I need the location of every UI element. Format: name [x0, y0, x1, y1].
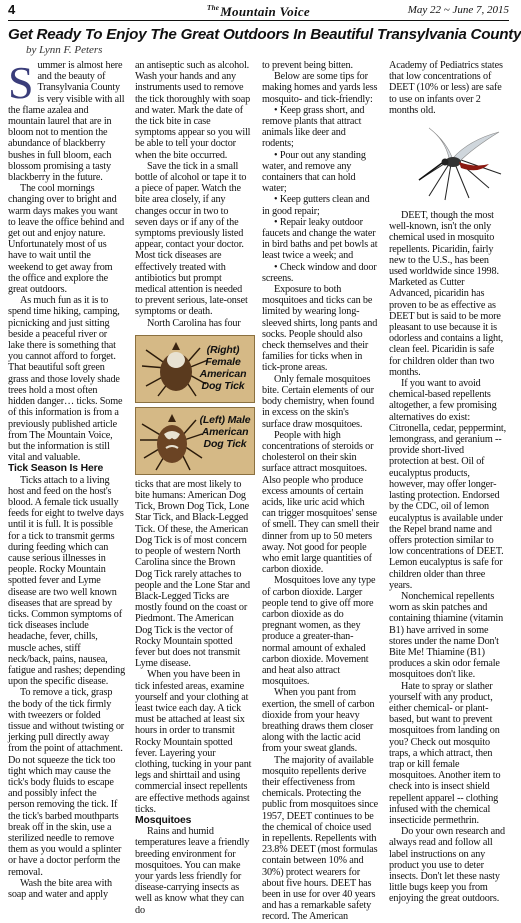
article-column-2	[135, 60, 252, 916]
female-tick-photo	[135, 335, 255, 403]
article-headline: Get Ready To Enjoy The Great Outdoors In Beautiful Transylvania County	[8, 26, 521, 43]
male-tick-photo	[135, 407, 255, 475]
mosquito-illustration	[389, 118, 506, 204]
bullet-item: • Keep grass short, and remove plants that attract animals like deer and rodents;	[262, 104, 365, 150]
drop-cap: S	[8, 57, 34, 108]
paragraph	[8, 57, 125, 184]
paragraph: When you pant from exertion, the smell of carbon dioxide from your heavy breathing draws them closer along with the lactic acid from your sweat glands.	[262, 687, 375, 755]
paragraph: Nonchemical repellents worn as skin patches and containing thiamine (vitamin B1) have arrived in some stores under the name Don't Bite Me! Thiamine (B1) produces a skin odor female mosquitoes don't like.	[389, 590, 504, 681]
paragraph: The majority of available mosquito repellents derive their effectiveness from chemicals. Protecting the public from mosquitoes since 1957, DEET continues to be the chemical of choice used in repellents. Repellents with 23.8% DEET (most formulas contain between 10% and 30%) protect wearers for about five hours. DEET has been in use for over 40 years and has a remarkable safety record. The American	[262, 754, 379, 923]
paragraph: The cool mornings changing over to bright and warm days makes you want to leave the office behind and get out and enjoy nature. Unfortunately most of us have to wait until the weekend to get away from the office and explore the great outdoors.	[8, 183, 125, 296]
article-column-1	[8, 57, 126, 901]
paragraph: When you have been in tick infested areas, examine yourself and your clothing at least twice each day. A tick must be attached at least six hours in order to transmit Rocky Mountain spotted fever. Layering your clothing, tucking in your pant legs and shirttail and using commercial insect repellents are effective methods against ticks.	[135, 669, 252, 815]
masthead-the: The	[207, 4, 220, 12]
paragraph: an antiseptic such as alcohol. Wash your hands and any instruments used to remove the tick thoroughly with soap and water. Mark the date of the tick bite in case symptoms appear so you will be able to tell your doctor when the bite occurred.	[135, 60, 251, 161]
paragraph: As much fun as it is to spend time hiking, camping, picnicking and just sitting beside a peaceful river or lake there is something that you cannot afford to forget. That beautiful soft green grass and those lovely shade trees hold a most often hidden danger… ticks. Some of this information is from a previously published article from The Mountain Voice, but the information is still vital and valuable.	[8, 295, 123, 464]
byline: by Lynn F. Peters	[26, 44, 103, 56]
article-column-3	[262, 60, 379, 923]
paragraph: Wash the bite area with soap and water and apply	[8, 877, 112, 901]
bullet-item: • Keep gutters clean and in good repair;	[262, 194, 370, 217]
subheading-mosquitoes: Mosquitoes	[135, 814, 192, 826]
tick-photo-figure	[135, 335, 253, 475]
paragraph: Only female mosquitoes bite. Certain elements of our body chemistry, when found in excess on the skin's surface draw mosquitoes.	[262, 373, 375, 430]
paragraph: To remove a tick, grasp the body of the tick firmly with tweezers or folded tissue and without twisting or jerking pull directly away from the point of attachment. Do not squeeze the tick too tight which may cause the tick's body fluids to escape and possibly infect the person removing the tick. If the tick's barbed mouthparts break off in the skin, use a sterilized needle to remove them as you would a splinter or have a doctor perform the removal.	[8, 687, 125, 878]
bullet-item: • Repair leaky outdoor faucets and change the water in bird baths and pet bowls at least twice a week; and	[262, 216, 378, 262]
paragraph: Save the tick in a small bottle of alcohol or tape it to a piece of paper. Watch the bite area closely, if any changes occur in two to seven days or if any of the symptoms previously listed appear, contact your doctor. Most tick diseases are effectively treated with antibiotics but prompt medical attention is needed to prevent serious, late-onset symptoms or death.	[135, 160, 248, 318]
header-rule	[8, 20, 509, 21]
paragraph: Exposure to both mosquitoes and ticks can be limited by wearing long-sleeved shirts, long pants and socks. People should also check themselves and their families for ticks when in tick-prone areas.	[262, 284, 378, 374]
paragraph: Do your own research and always read and follow all label instructions on any product you use to deter insects. Don't let these nasty little bugs keep you from enjoying the great outdoors.	[389, 826, 505, 905]
paragraph: DEET, though the most well-known, isn't the only chemical used in mosquito repellents. Picaridin, fairly new to the U.S., has been used worldwide since 1998. Marketed as Cutter Advanced, picaridin has proven to be as effective as DEET but is said to be more pleasant to use because it is odorless and contains a light, clean feel. Picaridin is safe for children older than two months.	[389, 210, 504, 378]
paragraph-text: ummer is almost here and the beauty of Transylvania County is very visible with all the flame azalea and mountain laurel that are in bloom not to mention the abundance of blackberry bushes in full bloom, each blossom promising a tasty blackberry in the future.	[8, 60, 125, 184]
paragraph: Hate to spray or slather yourself with any product, either chemical- or plant-based, but want to prevent mosquitoes from landing on you? Check out mosquito traps, a which attract, then trap or kill female mosquitoes. Another item to check into is insect shield repellent apparel -- clothing infused with the chemical insecticide permethrin.	[389, 680, 501, 826]
page-header	[8, 2, 509, 22]
page-number: 4	[8, 2, 16, 17]
paragraph: Below are some tips for making homes and yards less mosquito- and tick-friendly:	[262, 71, 378, 105]
subheading-tick-season: Tick Season Is Here	[8, 463, 104, 475]
issue-date: May 22 ~ June 7, 2015	[407, 4, 509, 16]
mosquito-photo	[389, 118, 506, 204]
paragraph: North Carolina has four	[147, 317, 241, 329]
paragraph: Rains and humid temperatures leave a friendly breeding environment for mosquitoes. You can make your yards less friendly for disease-carrying insects as well as know what they can do	[135, 826, 250, 916]
bullet-item: • Check window and door screens.	[262, 261, 377, 284]
article-column-4	[389, 60, 507, 905]
paragraph: Ticks attach to a living host and feed on the host's blood. A female tick usually feeds for eight to twelve days until it is full. It is possible for a tick to transmit germs during feeding which can cause serious illnesses in people. Rocky Mountain spotted fever and Lyme disease are two well known diseases that are spread by ticks. Common symptoms of tick diseases include headache, fever, chills, muscle aches, stiff neck/back, pains, nausea, fatigue and rashes; depending upon the specific disease.	[8, 474, 126, 688]
paragraph: People with high concentrations of steroids or cholesterol on their skin surface attract mosquitoes. Also people who produce excess amounts of certain acids, like uric acid which can trigger mosquitoes' sense of smell. They can smell their dinner from up to 50 meters away. Not good for people who emit large quantities of carbon dioxide.	[262, 429, 379, 576]
male-tick-caption: (Left) Male American Dog Tick	[199, 413, 251, 450]
paragraph: Academy of Pediatrics states that low concentrations of DEET (10% or less) are safe to use on infants over 2 months old.	[389, 60, 503, 116]
female-tick-caption: (Right) Female American Dog Tick	[199, 343, 247, 392]
paragraph: If you want to avoid chemical-based repellents altogether, a few promising alternatives do exist: Citronella, cedar, peppermint, lemongrass, and geranium -- provide short-lived protection at best. Oil of eucalyptus products, however, may offer longer-lasting protection. Endorsed by the CDC, oil of lemon eucalyptus is available under the Repel brand name and offers protection similar to low concentrations of DEET. Lemon eucalyptus is safe for children older than three years.	[389, 378, 507, 591]
paragraph: ticks that are most likely to bite humans: American Dog Tick, Brown Dog Tick, Lone Star Tick, and Black-Legged Tick. Of these, the American Dog Tick is of most concern to people of western North Carolina since the Brown Dog Tick rarely attaches to people and the Lone Star and Black-Legged Ticks are mostly found on the coast or Piedmont. The American Dog Tick is the vector of Rocky Mountain spotted fever but does not transmit Lyme disease.	[135, 478, 250, 670]
paragraph: Mosquitoes love any type of carbon dioxide. Larger people tend to give off more carbon dioxide as do pregnant women, as they produce a greater-than-normal amount of exhaled carbon dioxide. Movement and heat also attract mosquitoes.	[262, 575, 376, 688]
paragraph: to prevent being bitten.	[262, 60, 353, 71]
masthead-name: Mountain Voice	[220, 4, 310, 19]
bullet-item: • Pour out any standing water, and remove any containers that can hold water;	[262, 149, 366, 195]
